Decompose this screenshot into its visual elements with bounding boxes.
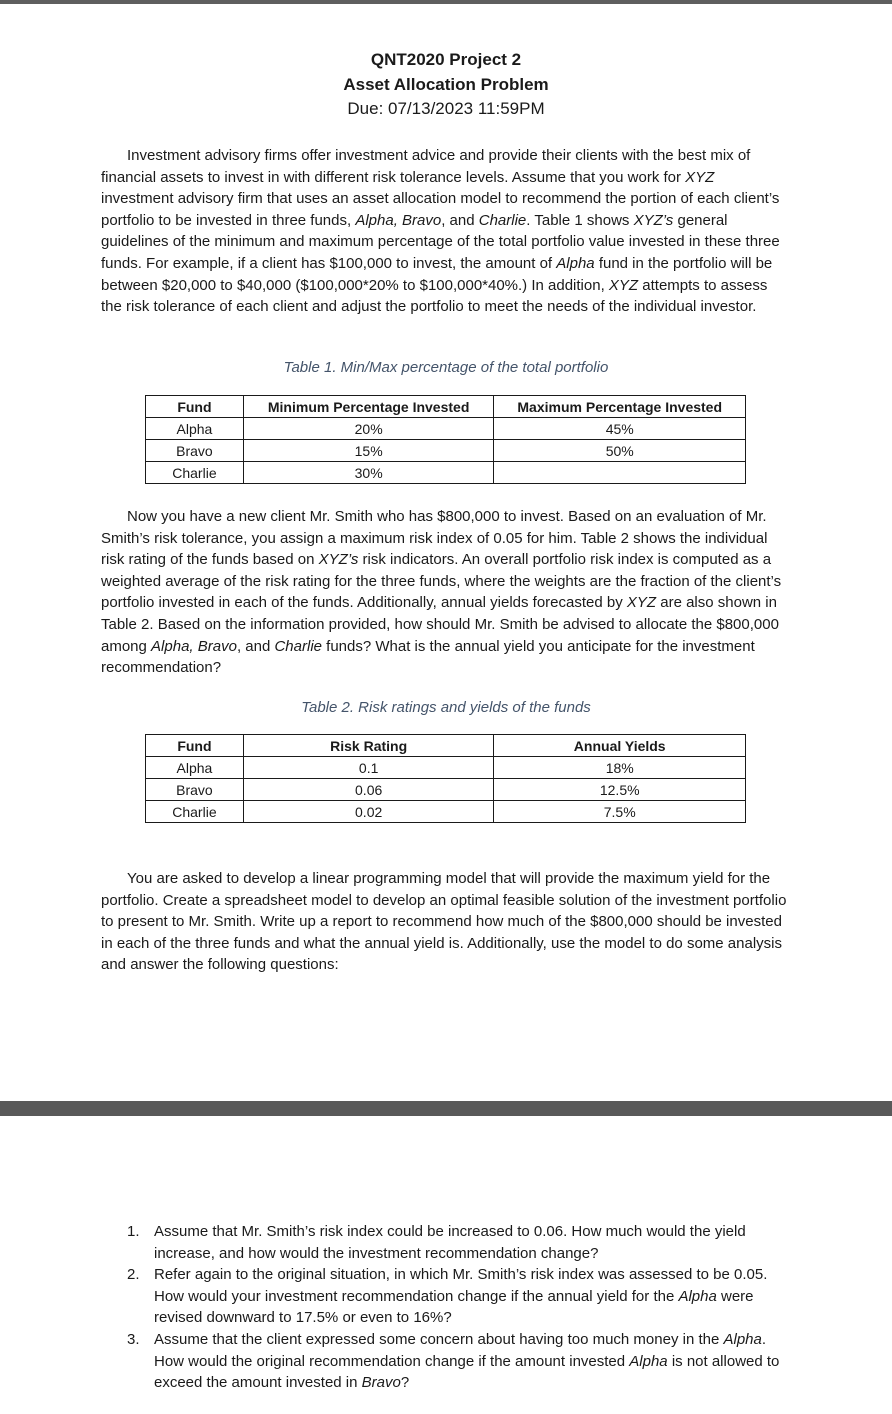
table-cell: 45% bbox=[494, 418, 746, 440]
question-item-1: 1. Assume that Mr. Smith’s risk index could be increased to 0.06. How much would the yield increase, and how would the investment recommendation change? bbox=[127, 1223, 746, 1262]
table-row bbox=[146, 418, 746, 440]
intro-paragraph: Investment advisory firms offer investment advice and provide their clients with the best mix of financial assets to invest in with different risk tolerance levels. Assume that you work for XYZ investment advisory firm that uses an asset allocation model to recommend the portion of each client’s portfolio to be invested in three funds, Alpha, Bravo, and Charlie. Table 1 shows XYZ’s general guidelines of the minimum and maximum percentage of the total portfolio value invested in these three funds. For example, if a client has $100,000 to invest, the amount of Alpha fund in the portfolio will be between $20,000 to $40,000 ($100,000*20% to $100,000*40%.) In addition, XYZ attempts to assess the risk tolerance of each client and adjust the portfolio to meet the needs of the individual investor. bbox=[101, 147, 780, 316]
table2-risk-yields bbox=[145, 734, 746, 823]
table-cell: Alpha bbox=[146, 418, 244, 440]
task-paragraph: You are asked to develop a linear programming model that will provide the maximum yield for the portfolio. Create a spreadsheet model to develop an optimal feasible solution of the investment portfolio to present to Mr. Smith. Write up a report to recommend how much of the $800,000 should be invested in each of the three funds and what the annual yield is. Additionally, use the model to do some analysis and answer the following questions: bbox=[101, 870, 787, 974]
table1-caption: Table 1. Min/Max percentage of the total portfolio bbox=[283, 359, 609, 376]
table-row bbox=[146, 440, 746, 462]
title-due-date: Due: 07/13/2023 11:59PM bbox=[347, 99, 545, 118]
table2-caption: Table 2. Risk ratings and yields of the funds bbox=[301, 699, 591, 716]
table-cell: 50% bbox=[494, 440, 746, 462]
question-number: 2. bbox=[127, 1266, 140, 1284]
page-divider bbox=[0, 1101, 892, 1116]
table-cell: 20% bbox=[243, 418, 494, 440]
table-cell: 7.5% bbox=[494, 801, 746, 823]
title-course: QNT2020 Project 2 bbox=[370, 50, 522, 69]
top-border bbox=[0, 0, 892, 4]
table-cell: Bravo bbox=[146, 440, 244, 462]
question-number: 3. bbox=[127, 1330, 140, 1348]
question-item-3: 3. Assume that the client expressed some concern about having too much money in the Alpha. How would the original recommendation change if the amount invested Alpha is not allowed to exceed the amount invested in Bravo? bbox=[127, 1330, 780, 1392]
table1-min-max bbox=[145, 395, 746, 484]
table-cell: 0.06 bbox=[243, 779, 494, 801]
table-row bbox=[146, 779, 746, 801]
table-header-row bbox=[146, 735, 746, 757]
table-cell: 0.02 bbox=[243, 801, 494, 823]
table-cell: 30% bbox=[243, 462, 494, 484]
title-problem: Asset Allocation Problem bbox=[343, 74, 549, 94]
table-cell: Charlie bbox=[146, 462, 244, 484]
table-header-cell: Risk Rating bbox=[243, 735, 494, 757]
table-header-cell: Minimum Percentage Invested bbox=[243, 396, 494, 418]
document-title bbox=[0, 48, 892, 122]
table-cell: 0.1 bbox=[243, 757, 494, 779]
questions-list bbox=[127, 1221, 787, 1394]
table-cell: Bravo bbox=[146, 779, 244, 801]
client-paragraph: Now you have a new client Mr. Smith who has $800,000 to invest. Based on an evaluation of Mr. Smith’s risk tolerance, you assign a maximum risk index of 0.05 for him. Table 2 shows the individual risk rating of the funds based on XYZ’s risk indicators. An overall portfolio risk index is computed as a weighted average of the risk rating for the three funds, where the weights are the fraction of the client’s portfolio invested in each of the funds. Additionally, annual yields forecasted by XYZ are also shown in Table 2. Based on the information provided, how should Mr. Smith be advised to allocate the $800,000 among Alpha, Bravo, and Charlie funds? What is the annual yield you anticipate for the investment recommendation? bbox=[101, 508, 782, 677]
table-cell: 15% bbox=[243, 440, 494, 462]
table-row bbox=[146, 801, 746, 823]
table-header-cell: Fund bbox=[146, 735, 244, 757]
table-row bbox=[146, 462, 746, 484]
table-cell bbox=[494, 462, 746, 484]
table-header-cell: Annual Yields bbox=[494, 735, 746, 757]
question-number: 1. bbox=[127, 1223, 140, 1240]
table-row bbox=[146, 757, 746, 779]
table-cell: 18% bbox=[494, 757, 746, 779]
table-header-row bbox=[146, 396, 746, 418]
table-header-cell: Maximum Percentage Invested bbox=[494, 396, 746, 418]
question-item-2: 2. Refer again to the original situation, in which Mr. Smith’s risk index was assessed to be 0.05. How would your investment recommendation change if the annual yield for the Alpha were revised downward to 17.5% or even to 16%? bbox=[127, 1266, 768, 1327]
table-cell: 12.5% bbox=[494, 779, 746, 801]
table-cell: Charlie bbox=[146, 801, 244, 823]
table-header-cell: Fund bbox=[146, 396, 244, 418]
table-cell: Alpha bbox=[146, 757, 244, 779]
